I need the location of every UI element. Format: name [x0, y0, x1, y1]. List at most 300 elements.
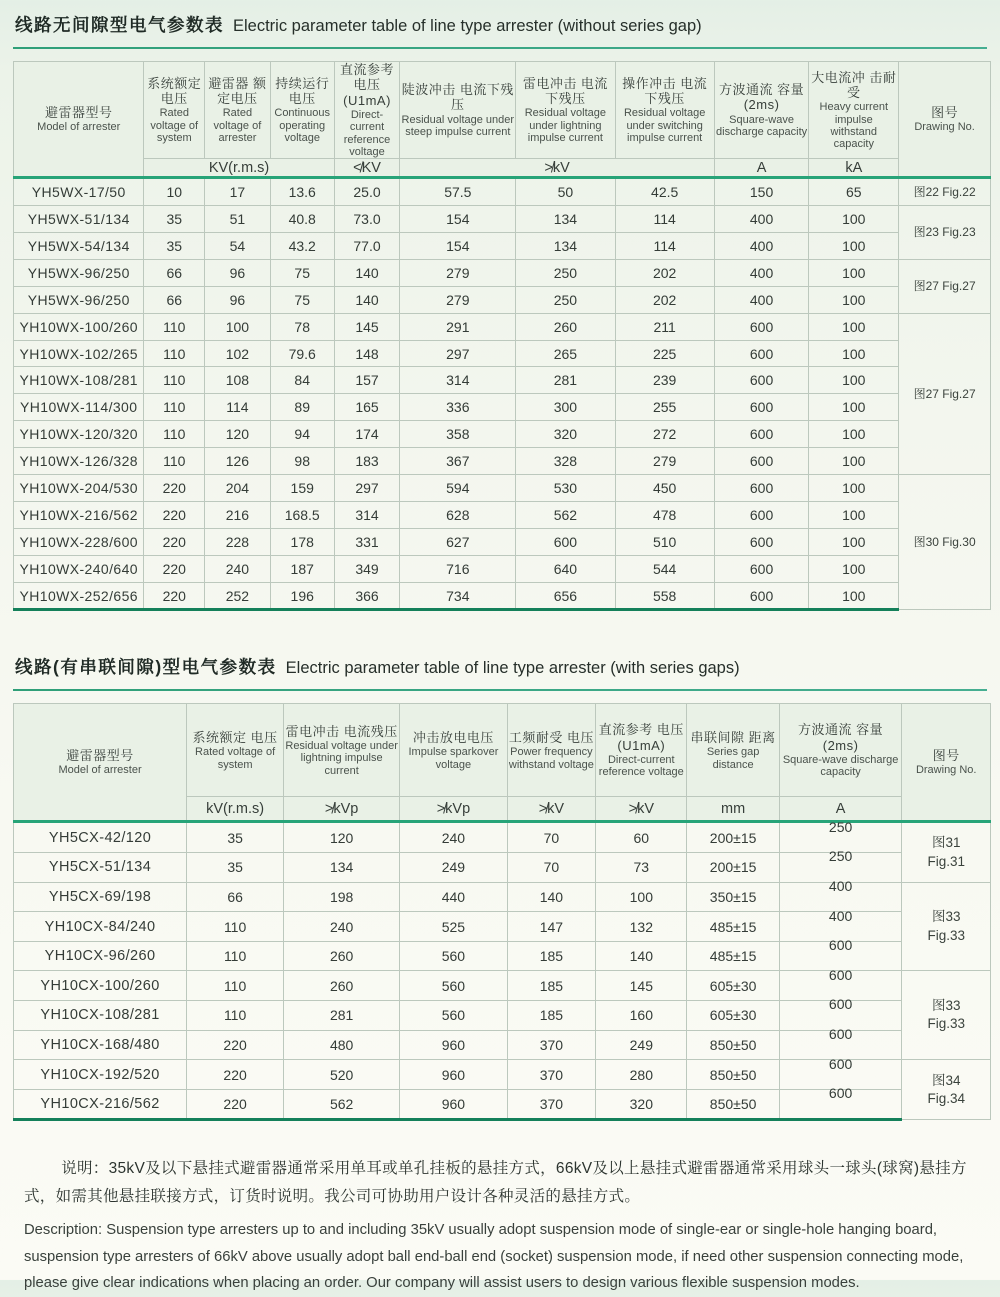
value-cell: 98	[270, 448, 334, 475]
table-row	[14, 367, 991, 394]
value-cell: 35	[187, 822, 284, 853]
value-cell: 600	[714, 421, 809, 448]
model-cell: YH5CX-51/134	[14, 853, 187, 883]
value-cell: 240	[205, 555, 271, 582]
model-cell: YH10WX-114/300	[14, 394, 144, 421]
drawing-cell	[902, 822, 991, 882]
model-cell: YH5WX-54/134	[14, 233, 144, 260]
value-cell: 57.5	[400, 178, 516, 206]
value-cell: 320	[596, 1089, 687, 1120]
value-cell: 110	[187, 912, 284, 942]
value-cell: 370	[507, 1030, 595, 1060]
drawing-label: 图23 Fig.23	[913, 225, 976, 240]
header-label-zh: 系统额定 电压	[192, 730, 278, 745]
value-cell: 240	[400, 822, 508, 853]
header-label-en: Direct-current reference voltage	[343, 108, 391, 158]
value-cell: 260	[284, 971, 400, 1001]
unit-cell: A	[714, 159, 809, 178]
value-cell: 370	[507, 1089, 595, 1120]
header-label-zh: 陡波冲击 电流下残压	[401, 81, 514, 113]
value-cell: 134	[284, 853, 400, 883]
value-cell: 605±30	[687, 1001, 779, 1031]
note-chinese: 说明：35kV及以下悬挂式避雷器通常采用单耳或单孔挂板的悬挂方式，66kV及以上悬挂式避雷器通常采用球头一球头(球窝)悬挂方式，如需其他悬挂联接方式，订货时说明。我公司可协助用户设计各种灵活的悬挂方式。	[24, 1160, 967, 1205]
header-label-en: Drawing No.	[915, 764, 977, 777]
value-cell: 600	[714, 340, 809, 367]
column-header	[205, 62, 271, 159]
table2-title	[15, 654, 988, 679]
header-label-en: Square-wave discharge capacity	[716, 113, 808, 138]
table-row	[14, 394, 991, 421]
value-cell: 314	[334, 501, 400, 528]
table1-title-zh: 线路无间隙型电气参数表	[15, 15, 224, 35]
value-cell: 75	[270, 259, 334, 286]
drawing-cell	[899, 178, 991, 206]
value-cell: 110	[187, 941, 284, 971]
value-cell: 110	[144, 448, 205, 475]
spacer	[12, 611, 988, 651]
value-cell: 249	[400, 853, 508, 883]
value-cell: 400	[714, 259, 809, 286]
value-cell: 60	[596, 822, 687, 853]
column-header	[902, 704, 991, 822]
value-cell: 336	[400, 394, 516, 421]
lifted-value: 600	[828, 1055, 853, 1072]
value-cell: 110	[144, 367, 205, 394]
value-cell: 174	[334, 421, 400, 448]
value-cell: 252	[205, 582, 271, 610]
value-cell: 79.6	[270, 340, 334, 367]
column-header	[144, 62, 205, 159]
value-cell: 25.0	[334, 178, 400, 206]
header-label-zh: 大电流冲 击耐受	[811, 69, 897, 100]
header-label-zh: 方波通流 容量(2ms)	[719, 81, 805, 113]
value-cell: 70	[507, 822, 595, 853]
value-cell: 110	[187, 1001, 284, 1031]
value-cell: 627	[400, 528, 516, 555]
drawing-label: Fig.34	[927, 1090, 965, 1106]
value-cell: 291	[400, 313, 516, 340]
unit-cell: kV(r.m.s)	[187, 797, 284, 822]
value-cell: 100	[809, 421, 899, 448]
value-cell: 331	[334, 528, 400, 555]
value-cell: 366	[334, 582, 400, 610]
value-cell: 640	[516, 555, 615, 582]
value-cell: 281	[284, 1001, 400, 1031]
header-label-en: Rated voltage of system	[150, 107, 199, 145]
model-cell: YH10WX-120/320	[14, 421, 144, 448]
table-row	[14, 178, 991, 206]
value-cell: 100	[809, 367, 899, 394]
value-cell: 734	[400, 582, 516, 610]
table2-body	[14, 818, 991, 1120]
value-cell: 84	[270, 367, 334, 394]
header-label-en: Drawing No.	[914, 121, 975, 134]
model-cell: YH10WX-228/600	[14, 528, 144, 555]
header-label-en: Continuous operating voltage	[274, 107, 331, 145]
table-with-series-gaps	[13, 703, 991, 1121]
model-cell: YH5WX-96/250	[14, 286, 144, 313]
model-cell: YH10CX-216/562	[14, 1089, 187, 1120]
value-cell: 220	[144, 582, 205, 610]
unit-cell: ≯kV	[596, 797, 687, 822]
value-cell: 272	[615, 421, 714, 448]
value-cell: 211	[615, 313, 714, 340]
lifted-value: 600	[828, 1085, 853, 1102]
value-cell: 600	[714, 367, 809, 394]
drawing-label: Fig.33	[927, 1016, 965, 1032]
value-cell: 260	[284, 941, 400, 971]
value-cell: 114	[205, 394, 271, 421]
lifted-value: 400	[828, 877, 853, 894]
value-cell: 558	[615, 582, 714, 610]
model-cell: YH10WX-252/656	[14, 582, 144, 610]
model-cell: YH5CX-69/198	[14, 882, 187, 912]
drawing-label: 图30 Fig.30	[913, 535, 976, 550]
column-header	[809, 62, 899, 159]
column-header	[507, 704, 595, 797]
model-cell: YH10CX-96/260	[14, 941, 187, 971]
value-cell: 367	[400, 448, 516, 475]
value-cell: 594	[400, 475, 516, 502]
header-label-zh: 冲击放电电压	[412, 730, 494, 745]
value-cell: 150	[714, 178, 809, 206]
value-cell: 100	[809, 313, 899, 340]
note-english: Description: Suspension type arresters up to and including 35kV usually adopt suspension mode of single-ear or single-hole hanging board, suspension type arresters of 66kV above usually adopt ball end-ball end (socket) suspension mode, if need other suspension connecting mode, please give clear indications when placing an order. Our company will assist users to design various flexible suspension modes.	[24, 1221, 964, 1292]
drawing-label: Fig.31	[927, 853, 965, 869]
model-cell: YH5WX-96/250	[14, 259, 144, 286]
unit-cell: KV(r.m.s)	[144, 159, 334, 178]
value-cell: 220	[187, 1060, 284, 1090]
value-cell: 240	[284, 912, 400, 942]
value-cell: 485±15	[687, 912, 779, 942]
value-cell: 134	[516, 206, 615, 233]
value-cell: 600	[714, 313, 809, 340]
value-cell: 220	[144, 501, 205, 528]
drawing-cell	[902, 1060, 991, 1120]
header-label-en: Residual voltage under lightning impulse current	[524, 107, 607, 145]
header-label-zh: 直流参考 电压(U1mA)	[340, 62, 395, 108]
value-cell: 525	[400, 912, 508, 942]
header-label-en: Residual voltage under switching impulse current	[623, 107, 706, 145]
value-cell: 656	[516, 582, 615, 610]
header-label-zh: 系统额定 电压	[147, 75, 202, 107]
value-cell: 560	[400, 941, 508, 971]
value-cell: 110	[144, 421, 205, 448]
value-cell: 328	[516, 448, 615, 475]
lifted-value: 600	[828, 996, 853, 1013]
value-cell: 510	[615, 528, 714, 555]
drawing-label: 图33	[931, 998, 961, 1014]
value-cell: 196	[270, 582, 334, 610]
value-cell: 960	[400, 1030, 508, 1060]
value-cell: 250	[516, 259, 615, 286]
header-label-zh: 直流参考 电压(U1mA)	[598, 722, 684, 753]
value-cell: 100	[809, 286, 899, 313]
model-cell: YH10WX-216/562	[14, 501, 144, 528]
value-cell: 478	[615, 501, 714, 528]
column-header	[270, 62, 334, 159]
value-cell: 349	[334, 555, 400, 582]
value-cell: 140	[507, 882, 595, 912]
value-cell: 202	[615, 286, 714, 313]
model-cell: YH10WX-204/530	[14, 475, 144, 502]
model-cell: YH10WX-108/281	[14, 367, 144, 394]
value-cell: 78	[270, 313, 334, 340]
value-cell: 605±30	[687, 971, 779, 1001]
column-header	[899, 62, 991, 178]
value-cell: 279	[615, 448, 714, 475]
drawing-label: 图33	[931, 909, 961, 925]
table-row	[14, 206, 991, 233]
value-cell: 35	[144, 233, 205, 260]
table-without-series-gap	[13, 61, 991, 611]
value-cell: 140	[334, 286, 400, 313]
value-cell: 297	[334, 475, 400, 502]
table-row	[14, 555, 991, 582]
value-cell: 75	[270, 286, 334, 313]
value-cell: 485±15	[687, 941, 779, 971]
column-header	[14, 62, 144, 178]
model-cell: YH5CX-42/120	[14, 822, 187, 853]
value-cell: 102	[205, 340, 271, 367]
drawing-cell	[899, 259, 991, 313]
value-cell: 530	[516, 475, 615, 502]
value-cell: 10	[144, 178, 205, 206]
model-cell: YH10WX-126/328	[14, 448, 144, 475]
header-label-en: Square-wave discharge capacity	[782, 754, 899, 779]
header-label-en: Heavy current impulse withstand capacity	[819, 101, 889, 151]
header-label-zh: 避雷器 额定电压	[208, 75, 267, 107]
header-label-zh: 图号	[932, 748, 960, 764]
value-cell: 279	[400, 259, 516, 286]
model-cell: YH10WX-102/265	[14, 340, 144, 367]
value-cell: 220	[144, 528, 205, 555]
table2-header	[14, 704, 991, 822]
value-cell: 220	[144, 475, 205, 502]
value-cell: 51	[205, 206, 271, 233]
value-cell: 132	[596, 912, 687, 942]
value-cell: 66	[187, 882, 284, 912]
drawing-cell	[899, 313, 991, 474]
table-row	[14, 421, 991, 448]
model-cell: YH10CX-168/480	[14, 1030, 187, 1060]
value-cell: 185	[507, 1001, 595, 1031]
header-label-zh: 雷电冲击 电流残压	[285, 723, 398, 739]
drawing-label: 图22 Fig.22	[913, 185, 976, 200]
value-cell: 200±15	[687, 822, 779, 853]
column-header	[687, 704, 779, 797]
value-cell: 560	[400, 971, 508, 1001]
value-cell: 280	[596, 1060, 687, 1090]
value-cell: 185	[507, 971, 595, 1001]
lifted-value: 250	[828, 848, 853, 865]
value-cell: 65	[809, 178, 899, 206]
header-label-zh: 持续运行 电压	[275, 75, 330, 107]
header-label-en: Rated voltage of arrester	[213, 107, 262, 145]
value-cell: 100	[809, 233, 899, 260]
header-label-en: Power frequency withstand voltage	[508, 746, 594, 771]
value-cell: 400	[714, 233, 809, 260]
column-header	[516, 62, 615, 159]
value-cell: 480	[284, 1030, 400, 1060]
value-cell: 96	[205, 286, 271, 313]
value-cell: 216	[205, 501, 271, 528]
drawing-label: 图31	[931, 835, 961, 851]
title1-underline	[13, 47, 987, 49]
drawing-label: 图27 Fig.27	[913, 279, 976, 294]
model-cell: YH10WX-100/260	[14, 313, 144, 340]
value-cell: 198	[284, 882, 400, 912]
value-cell: 134	[516, 233, 615, 260]
value-cell: 42.5	[615, 178, 714, 206]
value-cell: 89	[270, 394, 334, 421]
value-cell: 600	[714, 501, 809, 528]
value-cell: 145	[596, 971, 687, 1001]
header-label-en: Residual voltage under steep impulse current	[401, 113, 515, 138]
model-cell: YH10WX-240/640	[14, 555, 144, 582]
value-cell: 54	[205, 233, 271, 260]
lifted-value: 600	[828, 937, 853, 954]
table1-header	[14, 62, 991, 178]
column-header	[187, 704, 284, 797]
column-header	[714, 62, 809, 159]
model-cell: YH10CX-192/520	[14, 1060, 187, 1090]
value-cell: 40.8	[270, 206, 334, 233]
value-cell: 185	[507, 941, 595, 971]
header-label-zh: 图号	[931, 104, 959, 120]
model-cell: YH10CX-84/240	[14, 912, 187, 942]
table2-title-zh: 线路(有串联间隙)型电气参数表	[15, 657, 277, 678]
value-cell: 110	[144, 340, 205, 367]
header-label-zh: 工频耐受 电压	[508, 730, 594, 745]
value-cell: 100	[809, 340, 899, 367]
value-cell: 260	[516, 313, 615, 340]
value-cell: 220	[144, 555, 205, 582]
value-cell: 120	[205, 421, 271, 448]
value-cell: 220	[187, 1030, 284, 1060]
model-cell: YH5WX-51/134	[14, 206, 144, 233]
table-row	[14, 286, 991, 313]
value-cell: 13.6	[270, 178, 334, 206]
value-cell: 140	[596, 941, 687, 971]
value-cell: 147	[507, 912, 595, 942]
value-cell: 35	[144, 206, 205, 233]
value-cell: 297	[400, 340, 516, 367]
value-cell: 100	[596, 882, 687, 912]
table-row	[14, 313, 991, 340]
value-cell: 110	[144, 394, 205, 421]
value-cell: 600	[714, 448, 809, 475]
value-cell: 73.0	[334, 206, 400, 233]
value-cell: 628	[400, 501, 516, 528]
value-cell: 77.0	[334, 233, 400, 260]
unit-cell: kA	[809, 159, 899, 178]
value-cell: 168.5	[270, 501, 334, 528]
drawing-label: 图34	[931, 1072, 961, 1088]
header-label-en: Model of arrester	[58, 764, 142, 777]
value-cell: 370	[507, 1060, 595, 1090]
value-cell: 108	[205, 367, 271, 394]
header-label-en: Model of arrester	[37, 121, 121, 134]
table-row	[14, 582, 991, 610]
value-cell: 100	[809, 448, 899, 475]
value-cell: 110	[144, 313, 205, 340]
table-row	[14, 475, 991, 502]
value-cell: 43.2	[270, 233, 334, 260]
value-cell: 66	[144, 259, 205, 286]
value-cell: 358	[400, 421, 516, 448]
header-label-zh: 操作冲击 电流下残压	[622, 75, 708, 107]
column-header	[284, 704, 400, 797]
value-cell: 154	[400, 233, 516, 260]
drawing-cell	[902, 882, 991, 971]
header-label-zh: 方波通流 容量(2ms)	[798, 722, 884, 753]
lifted-value: 600	[828, 966, 853, 983]
unit-cell: ≯kVp	[284, 797, 400, 822]
value-cell: 140	[334, 259, 400, 286]
value-cell: 600	[714, 394, 809, 421]
header-label-zh: 串联间隙 距离	[690, 730, 776, 745]
value-cell: 100	[205, 313, 271, 340]
unit-cell: A	[779, 797, 902, 822]
header-label-en: Residual voltage under lightning impulse current	[285, 740, 398, 777]
value-cell: 600	[714, 582, 809, 610]
value-cell: 716	[400, 555, 516, 582]
value-cell: 66	[144, 286, 205, 313]
value-cell: 544	[615, 555, 714, 582]
value-cell: 850±50	[687, 1089, 779, 1120]
unit-cell: ≮KV	[334, 159, 400, 178]
value-cell: 400	[714, 286, 809, 313]
value-cell: 126	[205, 448, 271, 475]
drawing-label: 图27 Fig.27	[913, 386, 976, 401]
value-cell: 114	[615, 206, 714, 233]
value-cell: 96	[205, 259, 271, 286]
value-cell: 100	[809, 259, 899, 286]
value-cell: 520	[284, 1060, 400, 1090]
value-cell: 73	[596, 853, 687, 883]
value-cell: 600	[714, 555, 809, 582]
value-cell: 350±15	[687, 882, 779, 912]
value-cell: 450	[615, 475, 714, 502]
value-cell: 200±15	[687, 853, 779, 883]
table1-title-en: Electric parameter table of line type arrester (without series gap)	[233, 17, 702, 35]
value-cell: 249	[596, 1030, 687, 1060]
value-cell: 114	[615, 233, 714, 260]
value-cell: 250	[516, 286, 615, 313]
unit-cell: ≯kVp	[400, 797, 508, 822]
header-label-en: Impulse sparkover voltage	[408, 746, 499, 771]
value-cell: 100	[809, 582, 899, 610]
column-header	[779, 704, 902, 797]
header-label-zh: 避雷器型号	[44, 104, 113, 120]
value-cell: 300	[516, 394, 615, 421]
value-cell: 100	[809, 555, 899, 582]
value-cell: 850±50	[687, 1060, 779, 1090]
value-cell: 850±50	[687, 1030, 779, 1060]
value-cell: 279	[400, 286, 516, 313]
column-header	[14, 704, 187, 822]
value-cell: 100	[809, 206, 899, 233]
value-cell: 70	[507, 853, 595, 883]
column-header	[400, 704, 508, 797]
value-cell: 960	[400, 1089, 508, 1120]
header-row	[14, 62, 991, 159]
column-header	[596, 704, 687, 797]
lifted-value: 250	[828, 818, 853, 835]
unit-cell: ≯kV	[507, 797, 595, 822]
value-cell: 17	[205, 178, 271, 206]
